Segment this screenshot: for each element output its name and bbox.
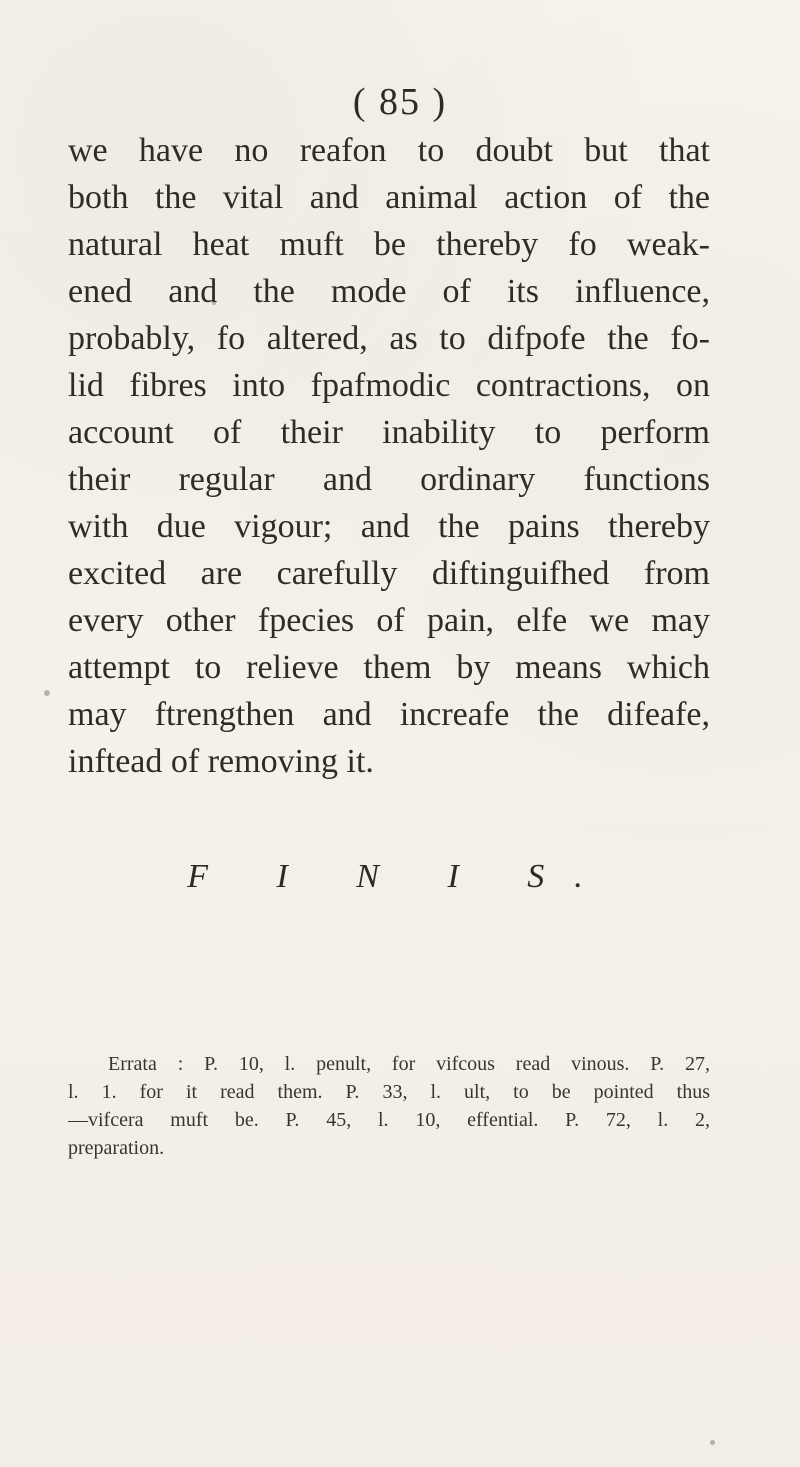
page-number: ( 85 ) — [352, 81, 448, 123]
body-line: attempt to relieve them by means which — [68, 649, 710, 686]
finis-heading: F I N I S. — [187, 858, 613, 895]
paper-speck — [212, 301, 216, 305]
errata-line: Errata : P. 10, l. penult, for vifcous read vinous. P. 27, — [108, 1053, 710, 1075]
body-line: ened and the mode of its influence, — [68, 273, 710, 310]
body-line: natural heat muft be thereby fo weak- — [68, 226, 710, 263]
body-line: we have no reafon to doubt but that — [68, 132, 710, 169]
errata-note — [68, 1050, 710, 1162]
errata-line: l. 1. for it read them. P. 33, l. ult, to be pointed thus — [68, 1081, 710, 1103]
body-line: inftead of removing it. — [68, 743, 374, 780]
body-line: with due vigour; and the pains thereby — [68, 508, 710, 545]
errata-line: —vifcera muft be. P. 45, l. 10, effential. P. 72, l. 2, — [68, 1109, 710, 1131]
errata-line: preparation. — [68, 1137, 165, 1159]
body-line: excited are carefully diftinguifhed from — [68, 555, 710, 592]
body-line: account of their inability to perform — [68, 414, 710, 451]
body-line: lid fibres into fpafmodic contractions, on — [68, 367, 710, 404]
body-line: both the vital and animal action of the — [68, 179, 710, 216]
paper-speck — [710, 1440, 715, 1445]
body-line: may ftrengthen and increafe the difeafe, — [68, 696, 710, 733]
body-line: probably, fo altered, as to difpofe the fo- — [68, 320, 710, 357]
body-line: their regular and ordinary functions — [68, 461, 710, 498]
body-text — [68, 127, 710, 785]
paper-speck — [44, 690, 50, 696]
body-line: every other fpecies of pain, elfe we may — [68, 602, 710, 639]
